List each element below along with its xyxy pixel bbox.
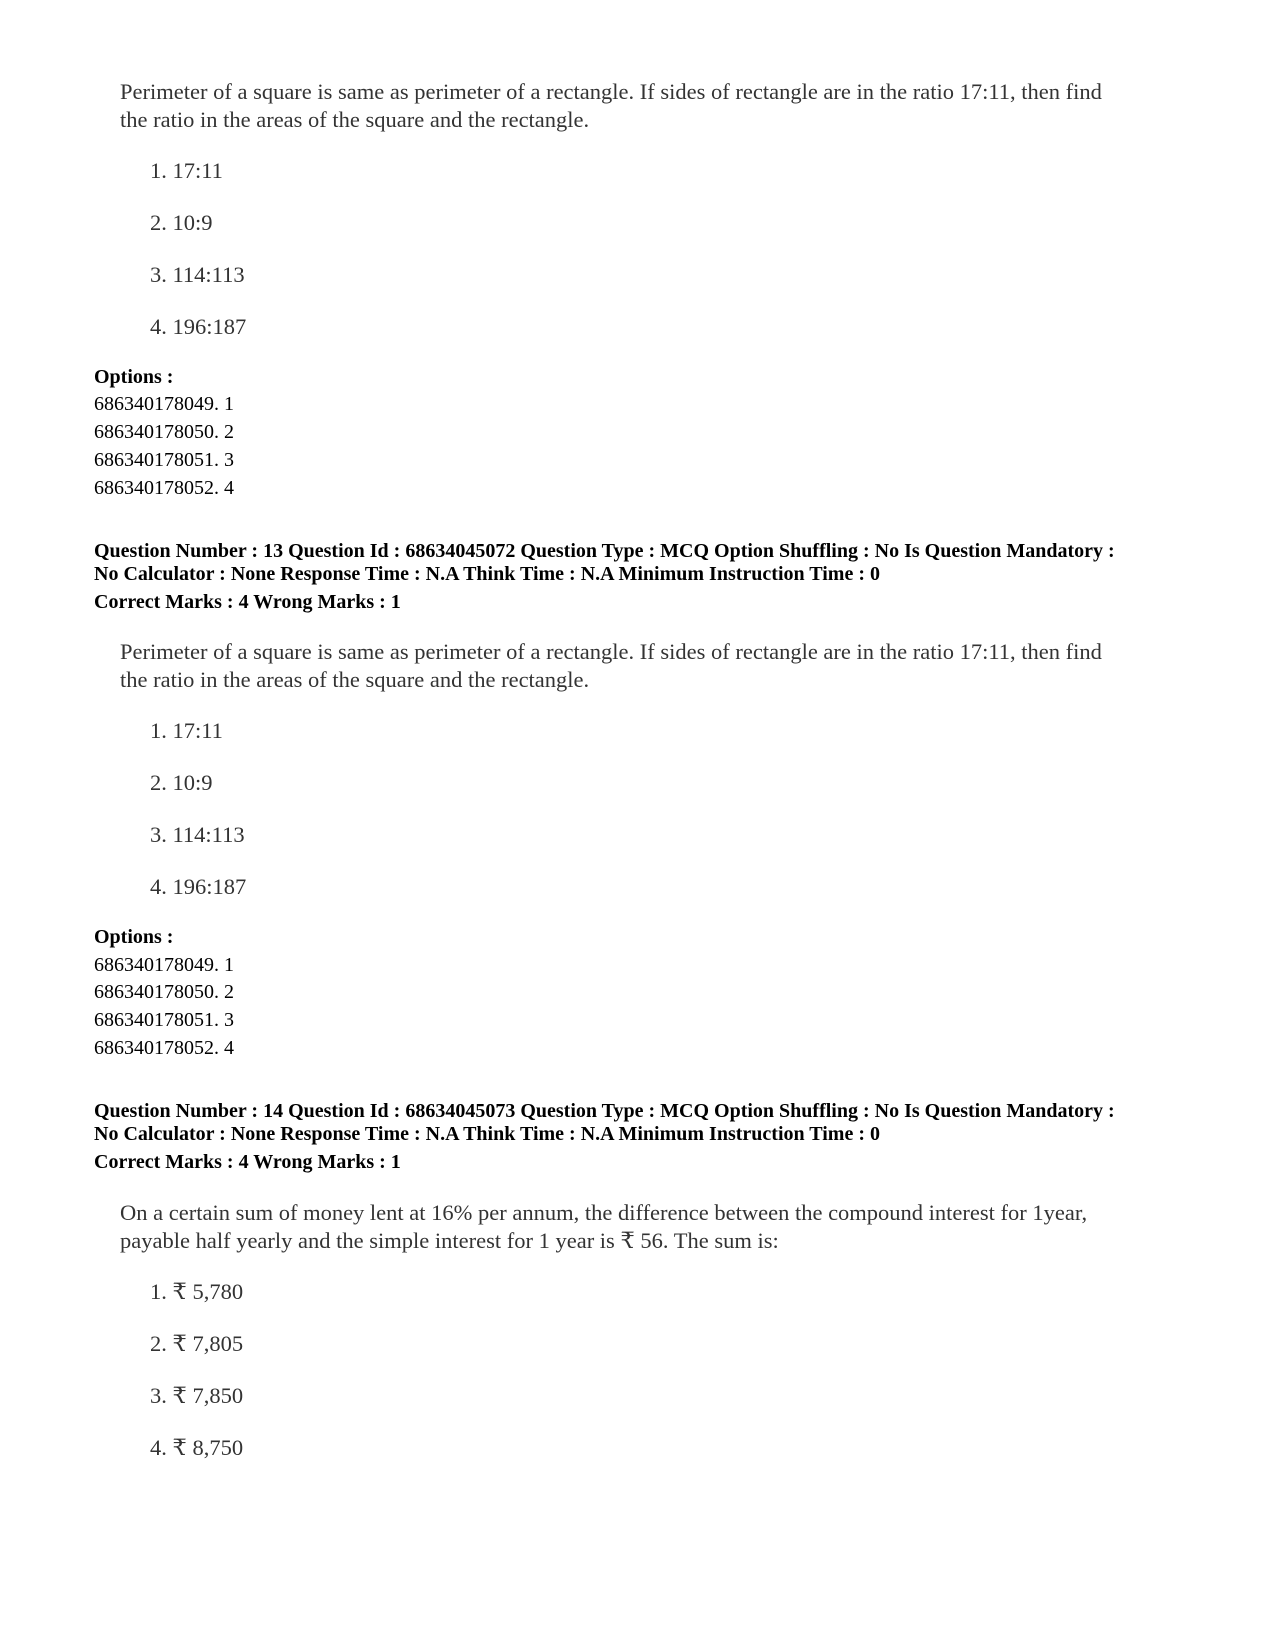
- option-id-row: 686340178052. 4: [94, 1037, 234, 1059]
- question-meta-line: Question Number : 13 Question Id : 68634045072 Question Type : MCQ Option Shuffling : No Is Question Mandatory :: [94, 540, 1115, 562]
- question-text: [120, 638, 1180, 694]
- answer-choice: 4. 196:187: [150, 874, 247, 899]
- question-text-line: On a certain sum of money lent at 16% per annum, the difference between the compound interest for 1year,: [120, 1200, 1088, 1225]
- question-text-line: the ratio in the areas of the square and the rectangle.: [120, 107, 590, 132]
- answer-choice: 3. ₹ 7,850: [150, 1383, 244, 1408]
- answer-choice: 4. ₹ 8,750: [150, 1435, 244, 1460]
- question-text-line: the ratio in the areas of the square and the rectangle.: [120, 667, 590, 692]
- question-meta-line: No Calculator : None Response Time : N.A Think Time : N.A Minimum Instruction Time : 0: [94, 1123, 880, 1145]
- option-id-row: 686340178050. 2: [94, 981, 234, 1003]
- options-label: Options :: [94, 366, 174, 388]
- answer-choice: 2. ₹ 7,805: [150, 1331, 244, 1356]
- answer-choice: 2. 10:9: [150, 210, 213, 235]
- answer-choice: 2. 10:9: [150, 770, 213, 795]
- option-id-row: 686340178052. 4: [94, 477, 234, 499]
- question-meta-line: Question Number : 14 Question Id : 68634045073 Question Type : MCQ Option Shuffling : No Is Question Mandatory :: [94, 1100, 1115, 1122]
- option-id-row: 686340178050. 2: [94, 421, 234, 443]
- answer-choice: 3. 114:113: [150, 262, 245, 287]
- question-text: [120, 78, 1180, 134]
- answer-choice: 1. 17:11: [150, 718, 223, 743]
- answer-choice: 3. 114:113: [150, 822, 245, 847]
- answer-choice: 1. ₹ 5,780: [150, 1279, 244, 1304]
- question-marks: Correct Marks : 4 Wrong Marks : 1: [94, 1151, 401, 1173]
- options-label: Options :: [94, 926, 174, 948]
- option-id-row: 686340178051. 3: [94, 449, 234, 471]
- question-text-line: Perimeter of a square is same as perimeter of a rectangle. If sides of rectangle are in the ratio 17:11, then find: [120, 639, 1102, 664]
- question-marks: Correct Marks : 4 Wrong Marks : 1: [94, 591, 401, 613]
- option-id-row: 686340178051. 3: [94, 1009, 234, 1031]
- answer-choice: 4. 196:187: [150, 314, 247, 339]
- question-meta-line: No Calculator : None Response Time : N.A Think Time : N.A Minimum Instruction Time : 0: [94, 563, 880, 585]
- question-text-line: Perimeter of a square is same as perimeter of a rectangle. If sides of rectangle are in the ratio 17:11, then find: [120, 79, 1102, 104]
- question-text-line: payable half yearly and the simple interest for 1 year is ₹ 56. The sum is:: [120, 1228, 779, 1253]
- answer-choice: 1. 17:11: [150, 158, 223, 183]
- option-id-row: 686340178049. 1: [94, 954, 234, 976]
- question-text: [120, 1199, 1180, 1255]
- option-id-row: 686340178049. 1: [94, 393, 234, 415]
